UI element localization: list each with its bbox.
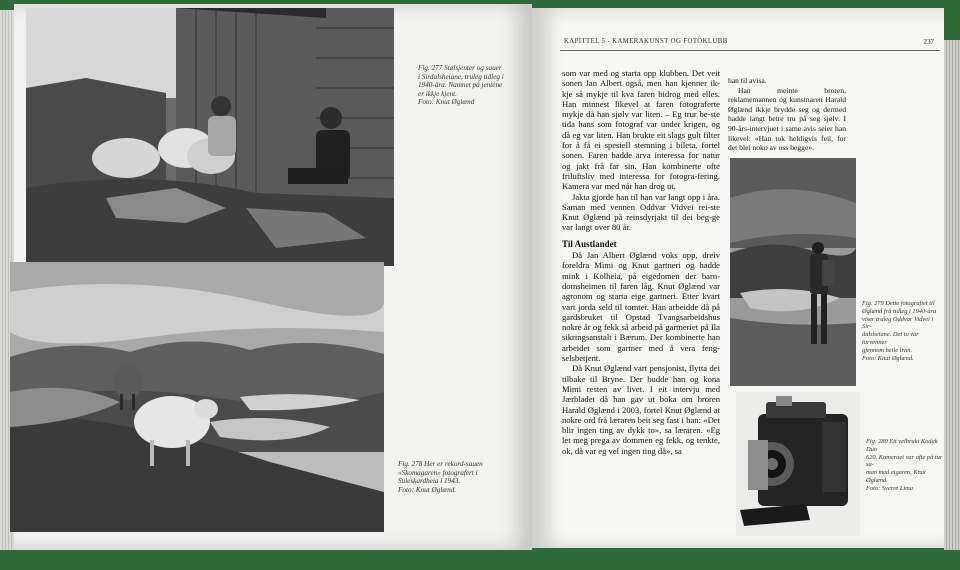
caption-line: Fig. 279 Dette fotografiet til	[862, 300, 935, 307]
caption-line: Suleskardheia i 1943.	[398, 477, 461, 486]
caption-line: 620. Kameraet var ofte på tur sa-	[866, 453, 943, 469]
caption-line: Fig. 280 Eit velbrukt Kodak Duo	[866, 438, 938, 453]
caption-line: «Skomagaren» fotografert i	[398, 468, 478, 477]
caption-fig280	[866, 438, 946, 493]
caption-line: Foto: Knut Øglænd.	[398, 485, 457, 494]
photo-fig278-record-sheep	[10, 262, 384, 532]
caption-fig279	[862, 300, 944, 362]
caption-line: i Sirdalsheiane, truleg tidleg i	[418, 72, 504, 81]
caption-line: Fig. 278 Her er rekord-sauen	[398, 460, 483, 468]
caption-line: Foto: Knut Øglænd	[418, 98, 475, 107]
paragraph: Då Jan Albert Øglænd voks opp, dreiv foreldra Mimi og Knut gartneri og hadde mink i Kolheia, på eigedomen der barn-domsheimen til faren låg. Knut Øglænd var agronom og starta eige gartneri. Etter kvart vart jorda seld til tomter. Han arbeidde då på gardsbruket til Opstad Tvangsarbeidshus nokre år og fekk så arbeid på gartneriet på Ila sikringsanstalt i Bærum. Der kombinerte han arbeidet som gartner med å vera feng-selsbetjent.	[562, 250, 720, 364]
caption-line: Foto: Sverre Lima	[866, 484, 913, 492]
caption-line: Øglænd frå tidleg i 1940-åra	[862, 307, 937, 315]
paragraph: Då Knut Øglænd vart pensjonist, flytta dei tilbake til Bryne. Der budde han og kona Mimi resten av livet. I eit intervju med Jærbladet då han gav ut boka om broren Harald Øglænd i 2003, fortel Knut Øglænd at nokre ord frå læraren beit seg fast i han: «Det blir ingen ting av dykk to», sa læraren. «Eg let meg prega av dommen eg fekk, og tenkte, ok, då var eg vel ingen ting då», sa	[562, 363, 720, 456]
caption-line: Fig. 277 Stølsjenter og sauer	[418, 64, 502, 72]
caption-line: 1940-åra. Namnet på jentene	[418, 81, 503, 90]
page-number: 237	[923, 38, 934, 46]
page-edges-right	[944, 40, 960, 550]
photo-fig277-girls-and-sheep	[26, 8, 394, 266]
photo-fig280-kodak-camera	[736, 392, 860, 536]
photo-fig279-hiker	[730, 158, 856, 386]
running-title: KAPITTEL 5 - KAMERAKUNST OG FOTOKLUBB	[564, 38, 728, 45]
caption-fig278	[398, 460, 510, 494]
caption-line: dalsheiane. Det to var turvenner	[862, 331, 919, 346]
caption-line: viser truleg Oddvar Vidvei i Sir-	[862, 315, 934, 331]
text-column-main	[562, 68, 720, 456]
paragraph: han til avisa.	[728, 76, 767, 85]
caption-line: man med eigaren, Knut Øglænd.	[866, 469, 926, 484]
caption-line: Foto: Knut Øglænd.	[862, 354, 914, 362]
caption-line: gjennom heile livet.	[862, 346, 913, 354]
running-header	[560, 38, 940, 51]
caption-fig277	[418, 64, 518, 107]
paragraph: Jakta gjorde han til han var langt opp i åra. Saman med vennen Oddvar Vidvei rei-ste Knut Øglænd på reinsdyrjakt til dei beg-ge var langt over 80 år.	[562, 191, 720, 233]
caption-line: er ikkje kjent.	[418, 89, 457, 98]
paragraph: Han meinte broren, reklamemannen og kunstnaren Harald Øglænd ikkje brydde seg og dermed hadde langt betre tru på seg sjølv. I 90-års-intervjuet i same avis seier han likevel: «Han tok heldigvis feil, for det blei noko av oss begge».	[728, 85, 846, 153]
section-heading: Til Austlandet	[562, 238, 617, 249]
text-column-side	[728, 76, 846, 153]
paragraph: som var med og starta opp klubben. Det veit sonen Jan Albert også, men han kjenner ik-kje så mykje til kva faren bidrog med elles. Han minnest likevel at faren fotograferte mykje då han sjølv var liten. – Eg trur be-ste tida hans som fotograf var under krigen, og då eg var liten. Han brukte eit slags gult filter for å få ei spesiell stemning i bileta, fortel sonen. Faren hadde arva interessa for natur og jakt frå far sin. Han kombinerte ofte friluftsliv med interessa for fotogra-fering. Kamera var med når han drog ut.	[562, 68, 720, 192]
